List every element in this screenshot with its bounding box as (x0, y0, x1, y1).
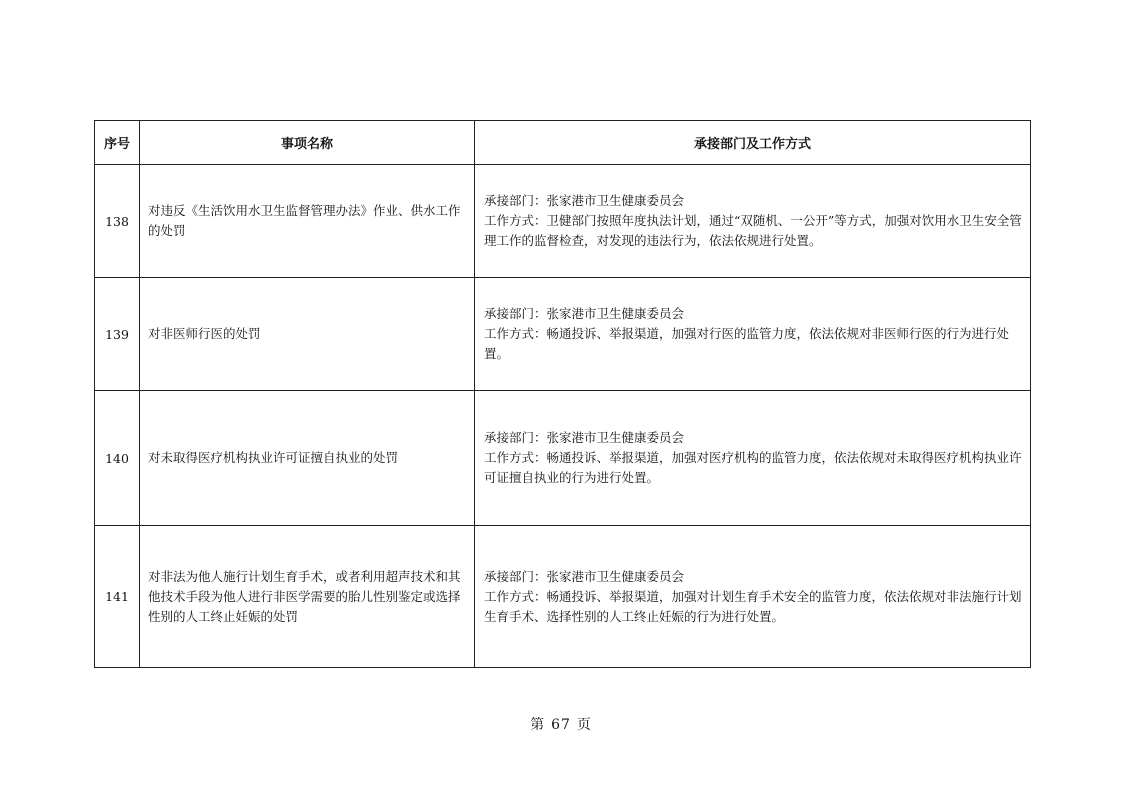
row-serial-number: 138 (95, 165, 140, 278)
row-department-method (475, 165, 1031, 278)
work-method-text: 工作方式：畅通投诉、举报渠道，加强对医疗机构的监管力度，依法依规对未取得医疗机构执业许可证擅自执业的行为进行处置。 (484, 450, 1022, 485)
work-method-text: 工作方式：畅通投诉、举报渠道，加强对行医的监管力度，依法依规对非医师行医的行为进行处置。 (484, 326, 1010, 361)
department-line: 承接部门：张家港市卫生健康委员会 (484, 306, 685, 321)
work-method-text: 工作方式：卫健部门按照年度执法计划，通过“双随机、一公开”等方式，加强对饮用水卫生安全管理工作的监督检查，对发现的违法行为，依法依规进行处置。 (484, 213, 1022, 248)
row-serial-number: 139 (95, 278, 140, 391)
table-row (95, 165, 1031, 278)
row-serial-number: 140 (95, 391, 140, 526)
page-number: 67 (551, 717, 571, 733)
matters-table (94, 120, 1031, 668)
row-matter-name: 对未取得医疗机构执业许可证擅自执业的处罚 (140, 391, 475, 526)
table-header-row (95, 121, 1031, 165)
row-matter-name: 对非法为他人施行计划生育手术，或者利用超声技术和其他技术手段为他人进行非医学需要的胎儿性别鉴定或选择性别的人工终止妊娠的处罚 (140, 526, 475, 668)
table-row (95, 278, 1031, 391)
department-line: 承接部门：张家港市卫生健康委员会 (484, 430, 685, 445)
row-department-method (475, 526, 1031, 668)
row-matter-name: 对非医师行医的处罚 (140, 278, 475, 391)
work-method-text: 工作方式：畅通投诉、举报渠道，加强对计划生育手术安全的监管力度，依法依规对非法施行计划生育手术、选择性别的人工终止妊娠的行为进行处置。 (484, 588, 1022, 624)
row-department-method (475, 278, 1031, 391)
table-row (95, 526, 1031, 668)
row-department-method (475, 391, 1031, 526)
page-footer (0, 714, 1122, 734)
page-prefix: 第 (530, 717, 546, 733)
department-line: 承接部门：张家港市卫生健康委员会 (484, 568, 685, 584)
table-row (95, 391, 1031, 526)
row-matter-name: 对违反《生活饮用水卫生监督管理办法》作业、供水工作的处罚 (140, 165, 475, 278)
department-line: 承接部门：张家港市卫生健康委员会 (484, 193, 685, 208)
header-department-method: 承接部门及工作方式 (475, 121, 1031, 165)
row-serial-number: 141 (95, 526, 140, 668)
header-serial-number: 序号 (95, 121, 140, 165)
page-suffix: 页 (576, 717, 592, 733)
header-matter-name: 事项名称 (140, 121, 475, 165)
